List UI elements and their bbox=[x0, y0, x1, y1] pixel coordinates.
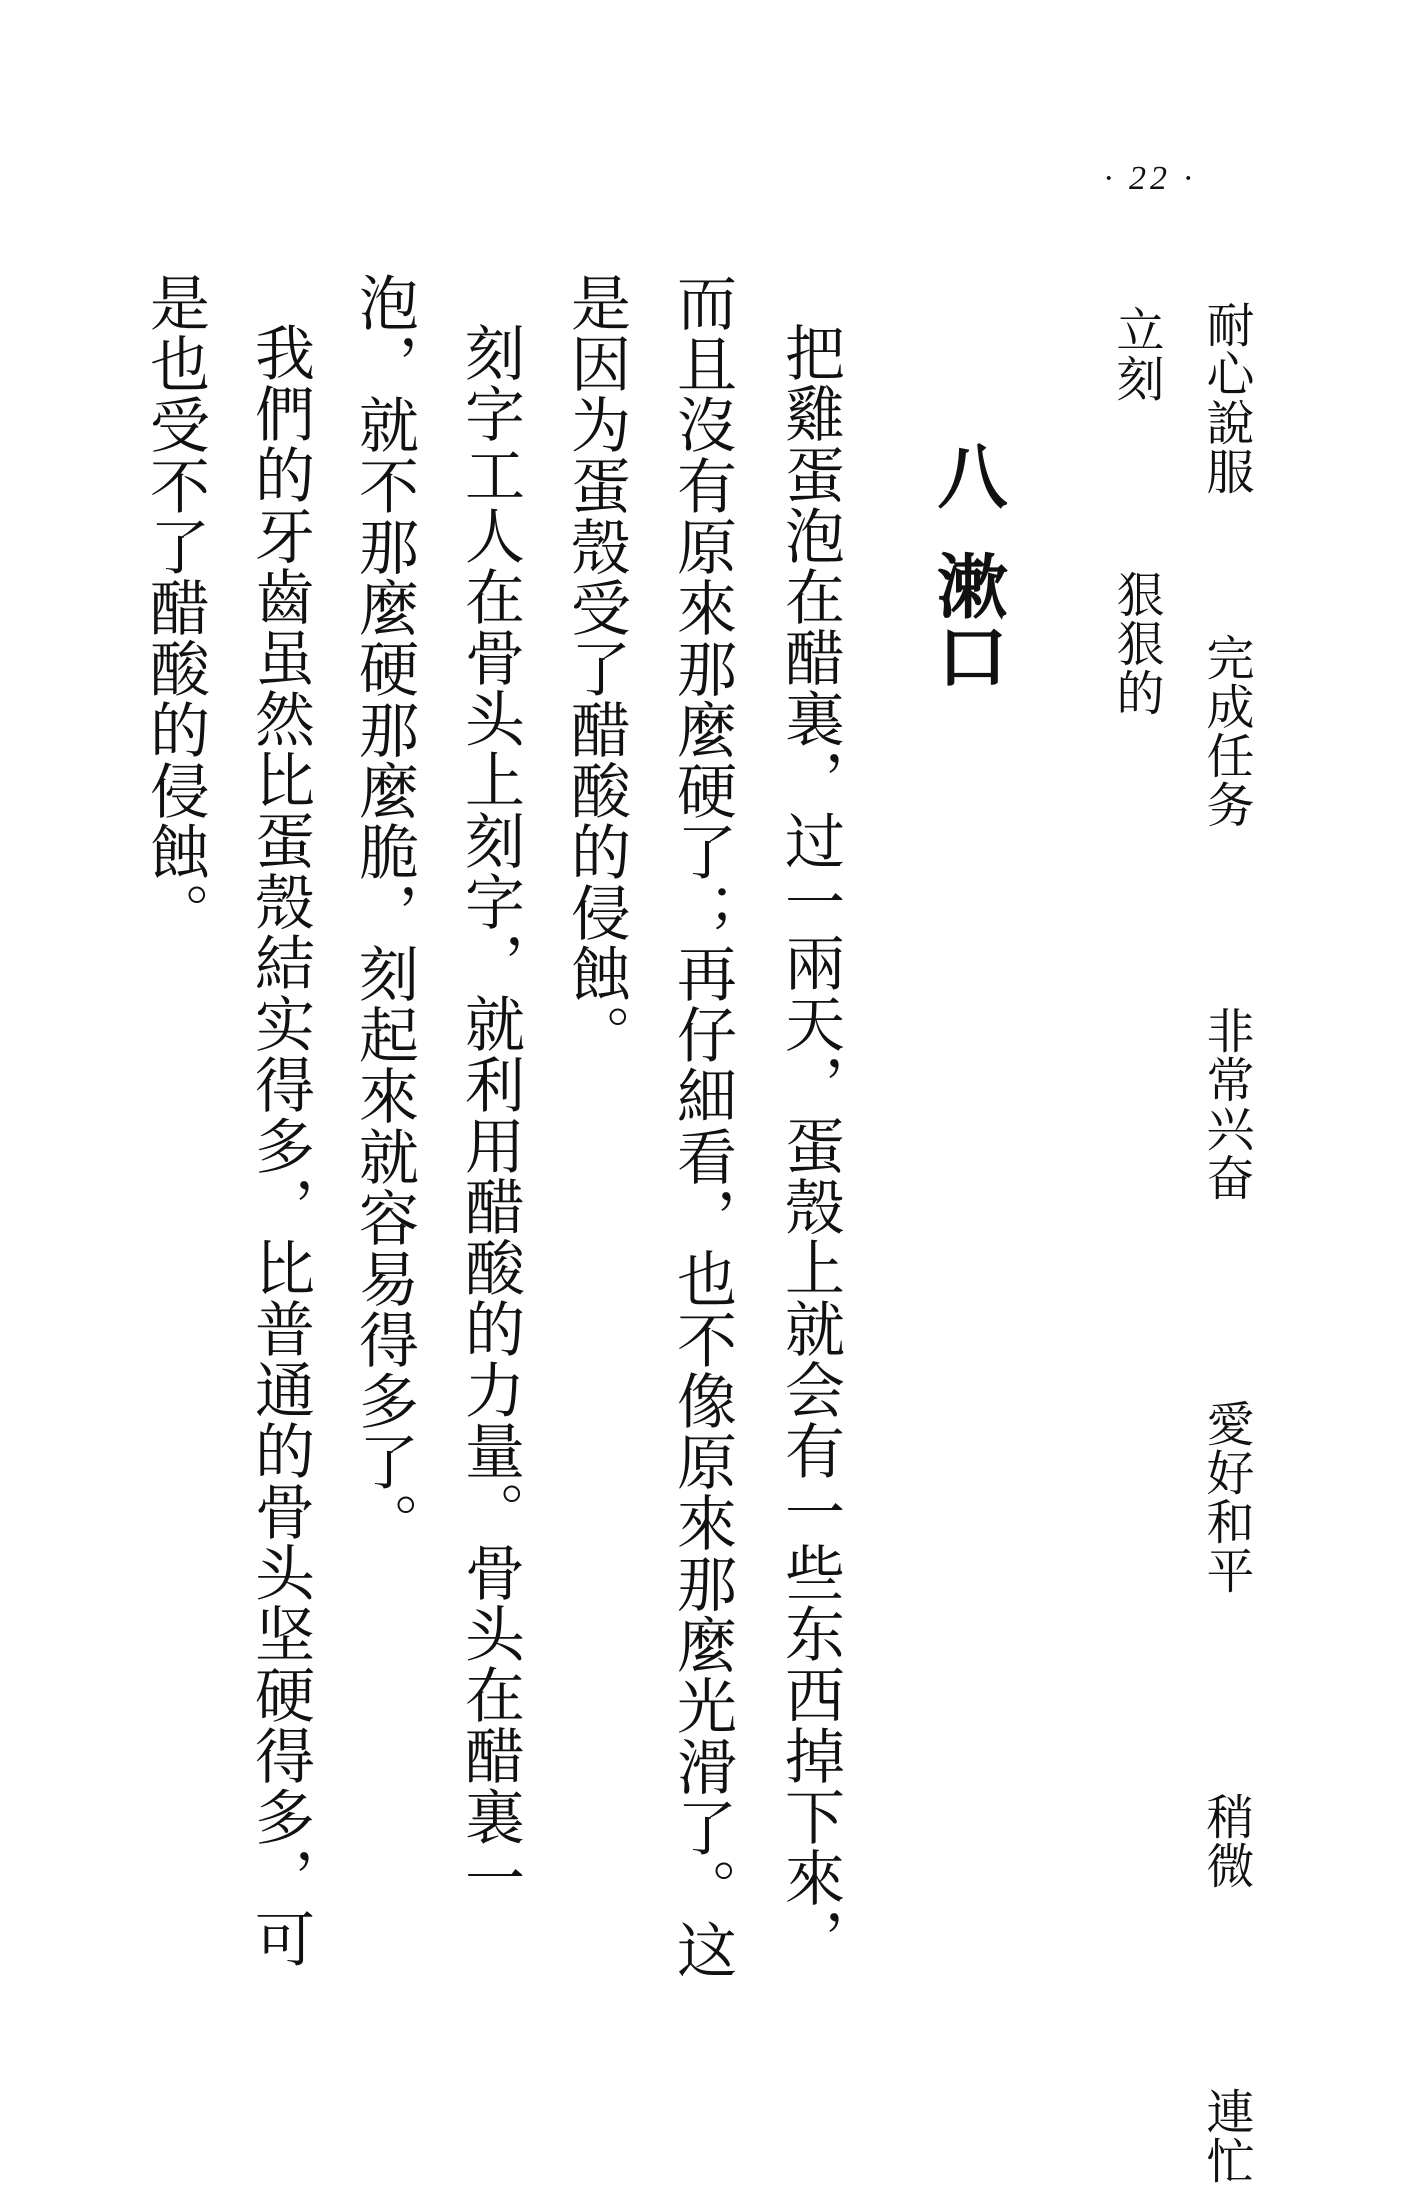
lesson-number: 八 bbox=[926, 440, 1008, 510]
vocab-term: 稍微 bbox=[1198, 1792, 1254, 1890]
body-line: 把雞蛋泡在醋裏，过一兩天，蛋殼上就会有一些东西掉下來， bbox=[775, 322, 845, 1969]
lesson-title: 漱口 bbox=[926, 550, 1008, 690]
body-line: 而且沒有原來那麼硬了；再仔細看，也不像原來那麼光滑了。这 bbox=[667, 272, 737, 1980]
vocab-term: 狠狠的 bbox=[1108, 570, 1164, 717]
lesson-heading bbox=[926, 440, 1008, 690]
vocab-term: 耐心說服 bbox=[1198, 300, 1254, 496]
vocab-term: 完成任务 bbox=[1198, 633, 1254, 829]
body-line: 泡，就不那麼硬那麼脆，刻起來就容易得多了。 bbox=[349, 272, 419, 1553]
vocab-term: 立刻 bbox=[1108, 305, 1164, 403]
body-line: 是也受不了醋酸的侵蝕。 bbox=[140, 272, 210, 943]
vocabulary-column-1 bbox=[1198, 300, 1254, 2185]
vocab-term: 愛好和平 bbox=[1198, 1399, 1254, 1595]
vocab-term: 連忙 bbox=[1198, 2087, 1254, 2185]
body-line: 我們的牙齒虽然比蛋殼結实得多，比普通的骨头坚硬得多，可 bbox=[245, 322, 315, 1969]
body-line: 是因为蛋殼受了醋酸的侵蝕。 bbox=[561, 272, 631, 1065]
vocabulary-column-2 bbox=[1108, 305, 1164, 717]
page-number: · 22 · bbox=[1104, 160, 1196, 197]
body-line: 刻字工人在骨头上刻字，就利用醋酸的力量。骨头在醋裏一 bbox=[455, 322, 525, 1908]
vocab-term: 非常兴奋 bbox=[1198, 1006, 1254, 1202]
